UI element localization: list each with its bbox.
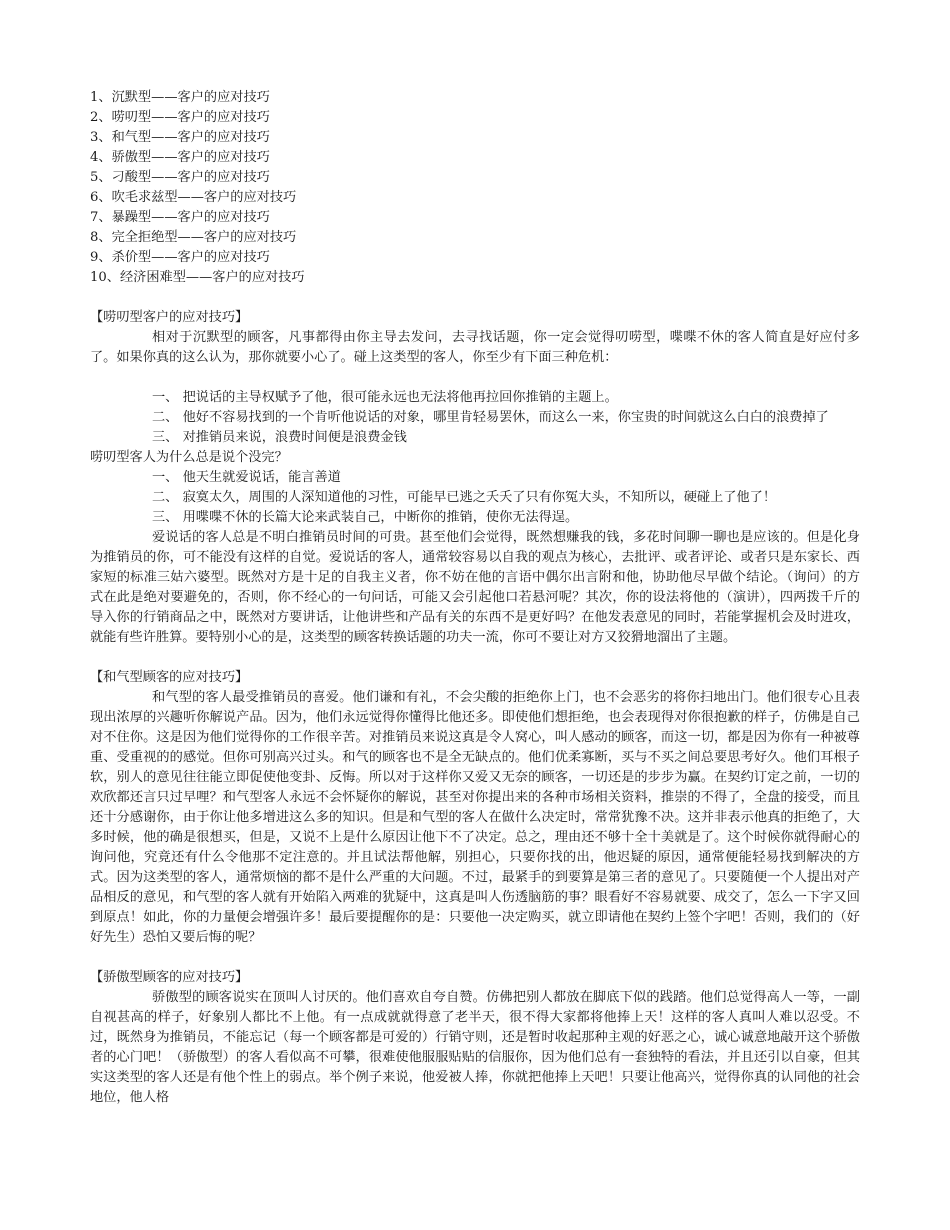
toc-item: 5、刁酸型——客户的应对技巧 bbox=[90, 170, 270, 185]
document-page bbox=[90, 88, 860, 1108]
toc-item: 2、唠叨型——客户的应对技巧 bbox=[90, 110, 270, 125]
toc-item: 4、骄傲型——客户的应对技巧 bbox=[90, 150, 270, 165]
table-of-contents bbox=[90, 88, 860, 288]
section-body: 骄傲型的顾客说实在顶叫人讨厌的。他们喜欢自夸自赞。仿佛把别人都放在脚底下似的践踏。他们总觉得高人一等，一副自视甚高的样子，好象别人都比不上他。有一点成就就得意了老半天，很不得大家都将他捧上天！这样的客人真叫人难以忍受。不过，既然身为推销员，不能忘记（每一个顾客都是可爱的）行销守则，还是暂时收起那种主观的好恶之心，诚心诚意地敲开这个骄傲者的心门吧！（骄傲型）的客人看似高不可攀，很难使他服服贴贴的信服你，因为他们总有一套独特的看法，并且还引以自豪，但其实这类型的客人还是有他个性上的弱点。举个例子来说，他爱被人捧，你就把他捧上天吧！只要让他高兴，觉得你真的认同他的社会地位，他人格 bbox=[90, 990, 860, 1105]
reason-item: 二、 寂寞太久，周围的人深知道他的习性，可能早已逃之夭夭了只有你冤大头，不知所以，硬碰上了他了！ bbox=[152, 490, 777, 505]
spacer bbox=[90, 948, 860, 968]
reason-item: 三、 用喋喋不休的长篇大论来武装自己，中断你的推销，使你无法得逞。 bbox=[152, 510, 579, 525]
toc-item: 7、暴躁型——客户的应对技巧 bbox=[90, 210, 270, 225]
section-question: 唠叨型客人为什么总是说个没完？ bbox=[90, 450, 288, 465]
section-body: 和气型的客人最受推销员的喜爱。他们谦和有礼，不会尖酸的拒绝你上门，也不会恶劣的将你扫地出门。他们很专心且表现出浓厚的兴趣听你解说产品。因为，他们永远觉得你懂得比他还多。即使他们想拒绝，也会表现得对你很抱歉的样子，仿佛是自己对不住你。这是因为他们觉得你的工作很辛苦。对推销员来说这真是令人窝心，叫人感动的顾客，而这一切，都是因为你有一种被尊重、受重视的的感觉。但你可别高兴过头。和气的顾客也不是全无缺点的。他们优柔寡断，买与不买之间总要思考好久。他们耳根子软，别人的意见往往能立即促使他变卦、反悔。所以对于这样你又爱又无奈的顾客，一切还是的步步为赢。在契约订定之前，一切的欢欣都还言只过早哩？和气型客人永远不会怀疑你的解说，甚至对你提出来的各种市场相关资料，推崇的不得了，全盘的接受，而且还十分感谢你，由于你让他多增进这么多的知识。但是和气型的客人在做什么决定时，常常犹豫不决。这并非表示他真的拒绝了，大多时候，他的确是很想买，但是，又说不上是什么原因让他下不了决定。总之，理由还不够十全十美就是了。这个时候你就得耐心的询问他，究竟还有什么令他那不定注意的。并且试法帮他解，别担心，只要你找的出，他迟疑的原因，通常便能轻易找到解决的方式。因为这类型的客人，通常烦恼的都不是什么严重的大问题。不过，最紧手的到要算是第三者的意见了。只要随便一个人提出对产品相反的意见，和气型的客人就有开始陷入两难的犹疑中，这真是叫人伤透脑筋的事？眼看好不容易就要、成交了，怎么一下字又回到原点！如此，你的力量便会增强许多！最后要提醒你的是：只要他一决定购买，就立即请他在契约上签个字吧！否则，我们的（好好先生）恐怕又要后悔的呢？ bbox=[90, 690, 860, 945]
reason-item: 一、 他天生就爱说话，能言善道 bbox=[152, 470, 341, 485]
toc-item: 1、沉默型——客户的应对技巧 bbox=[90, 90, 270, 105]
section-heading: 【唠叨型客户的应对技巧】 bbox=[90, 310, 249, 325]
toc-item: 10、经济困难型——客户的应对技巧 bbox=[90, 270, 305, 285]
toc-item: 9、杀价型——客户的应对技巧 bbox=[90, 250, 270, 265]
danger-item: 二、 他好不容易找到的一个肯听他说话的对象，哪里肯轻易罢休，而这么一来，你宝贵的时间就这么白白的浪费掉了 bbox=[152, 410, 829, 425]
section-talkative bbox=[90, 308, 860, 648]
danger-item: 一、 把说话的主导权赋予了他，很可能永远也无法将他再拉回你推销的主题上。 bbox=[152, 390, 618, 405]
section-arrogant bbox=[90, 968, 860, 1108]
toc-item: 3、和气型——客户的应对技巧 bbox=[90, 130, 270, 145]
spacer bbox=[90, 648, 860, 668]
toc-item: 6、吹毛求兹型——客户的应对技巧 bbox=[90, 190, 297, 205]
danger-item: 三、 对推销员来说，浪费时间便是浪费金钱 bbox=[152, 430, 407, 445]
section-heading: 【和气型顾客的应对技巧】 bbox=[90, 670, 249, 685]
section-amiable bbox=[90, 668, 860, 948]
section-body: 爱说话的客人总是不明白推销员时间的可贵。甚至他们会觉得，既然想赚我的钱，多花时间聊一聊也是应该的。但是化身为推销员的你，可不能没有这样的自觉。爱说话的客人，通常较容易以自我的观点为核心，去批评、或者评论、或者只是东家长、西家短的标准三姑六婆型。既然对方是十足的自我主义者，你不妨在他的言语中偶尔出言附和他，协助他尽早做个结论。（询问）的方式在此是绝对要避免的，否则，你不经心的一句问话，可能又会引起他口若悬河呢？其次，你的设法将他的（演讲），四两拨千斤的导入你的行销商品之中，既然对方要讲话，让他讲些和产品有关的东西不是更好吗？在他发表意见的同时，若能掌握机会及时进攻，就能有些许胜算。要特别小心的是，这类型的顾客转换话题的功夫一流，你可不要让对方又狡猾地溜出了主题。 bbox=[90, 530, 860, 645]
toc-item: 8、完全拒绝型——客户的应对技巧 bbox=[90, 230, 297, 245]
section-heading: 【骄傲型顾客的应对技巧】 bbox=[90, 970, 249, 985]
spacer bbox=[90, 368, 860, 388]
section-intro: 相对于沉默型的顾客，凡事都得由你主导去发问，去寻找话题，你一定会觉得叨唠型，喋喋不休的客人简直是好应付多了。如果你真的这么认为，那你就要小心了。碰上这类型的客人，你至少有下面三种危机： bbox=[90, 330, 860, 365]
spacer bbox=[90, 288, 860, 308]
